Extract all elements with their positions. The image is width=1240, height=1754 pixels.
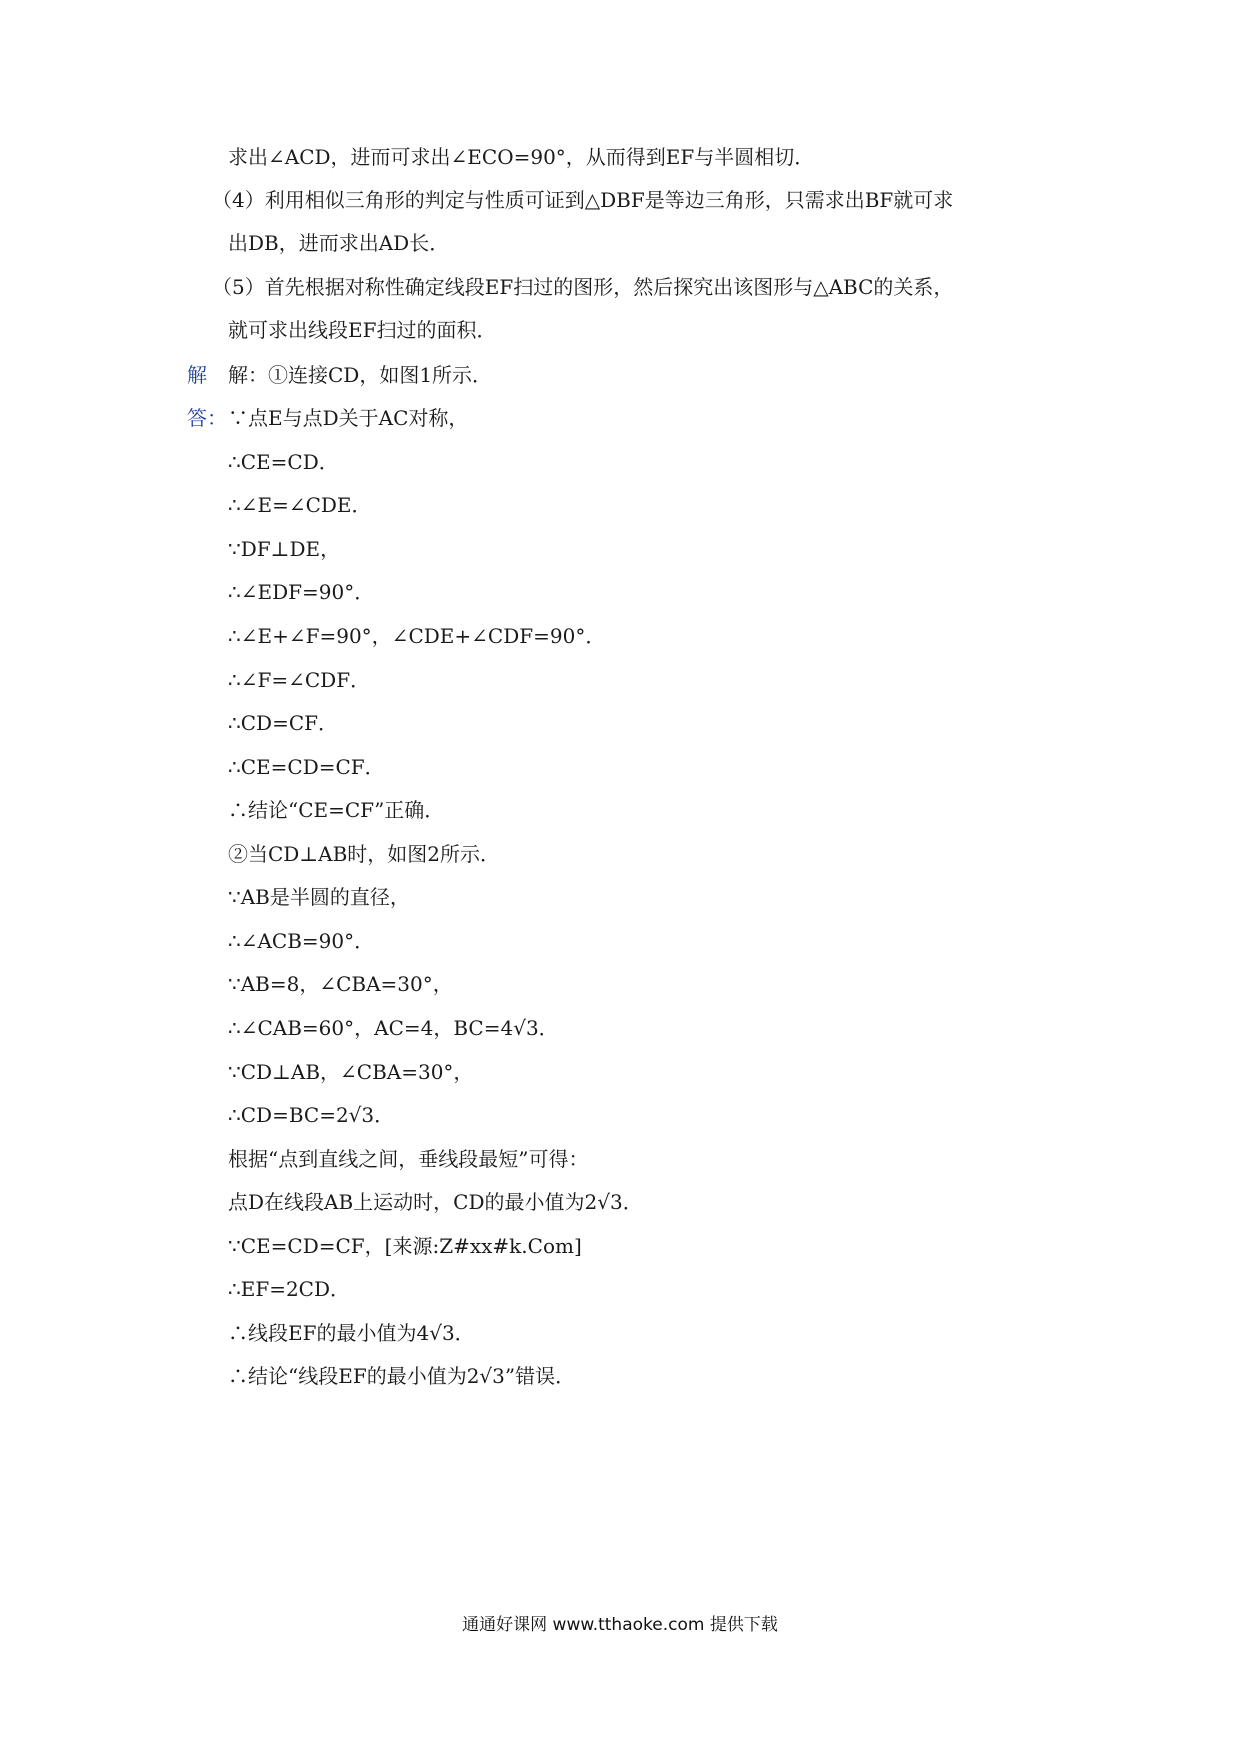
solution-line: ∵CD⊥AB，∠CBA=30°， (228, 1060, 474, 1084)
solution-line: 解：①连接CD，如图1所示． (228, 363, 493, 387)
solution-line: 点D在线段AB上运动时，CD的最小值为2√3． (228, 1190, 643, 1214)
solution-line: ∵AB是半圆的直径， (228, 885, 410, 909)
page-footer: 通通好课网 www.tthaoke.com 提供下载 (462, 1615, 778, 1635)
solution-line: ∵AB=8，∠CBA=30°， (228, 972, 453, 996)
analysis-line-3: 出DB，进而求出AD长． (228, 231, 450, 255)
solution-line: ∴CE=CD=CF． (228, 755, 385, 779)
solution-line: 根据“点到直线之间，垂线段最短”可得： (228, 1147, 589, 1171)
solution-line: ∴∠ACB=90°． (228, 929, 375, 953)
analysis-line-1: 求出∠ACD，进而可求出∠ECO=90°，从而得到EF与半圆相切． (228, 145, 815, 169)
solution-line: ∴结论“线段EF的最小值为2√3”错误． (228, 1364, 576, 1388)
solution-line: ∴CE=CD． (228, 450, 339, 474)
solution-line: ∴CD=CF． (228, 711, 338, 735)
analysis-line-2: （4）利用相似三角形的判定与性质可证到△DBF是等边三角形，只需求出BF就可求 (212, 188, 954, 212)
solution-line: ∴EF=2CD． (228, 1277, 351, 1301)
analysis-line-5: 就可求出线段EF扫过的面积． (228, 318, 497, 342)
solution-line: ∴结论“CE=CF”正确． (228, 798, 445, 822)
solution-line: ∴∠E+∠F=90°，∠CDE+∠CDF=90°． (228, 624, 606, 648)
solution-line: ∴∠EDF=90°． (228, 580, 375, 604)
analysis-line-4: （5）首先根据对称性确定线段EF扫过的图形，然后探究出该图形与△ABC的关系， (212, 275, 954, 299)
solution-line: ∵CE=CD=CF，[来源:Z#xx#k.Com] (228, 1234, 582, 1258)
answer-label-part2: 答： (187, 406, 227, 430)
solution-line: ∴∠CAB=60°，AC=4，BC=4√3． (228, 1016, 559, 1040)
solution-line: ∵点E与点D关于AC对称， (228, 406, 469, 430)
answer-label-part1: 解 (187, 363, 207, 387)
solution-line: ∵DF⊥DE， (228, 537, 341, 561)
solution-line: ②当CD⊥AB时，如图2所示． (228, 842, 501, 866)
solution-line: ∴CD=BC=2√3． (228, 1103, 395, 1127)
solution-line: ∴线段EF的最小值为4√3． (228, 1321, 475, 1345)
solution-line: ∴∠E=∠CDE． (228, 493, 372, 517)
solution-line: ∴∠F=∠CDF． (228, 668, 371, 692)
